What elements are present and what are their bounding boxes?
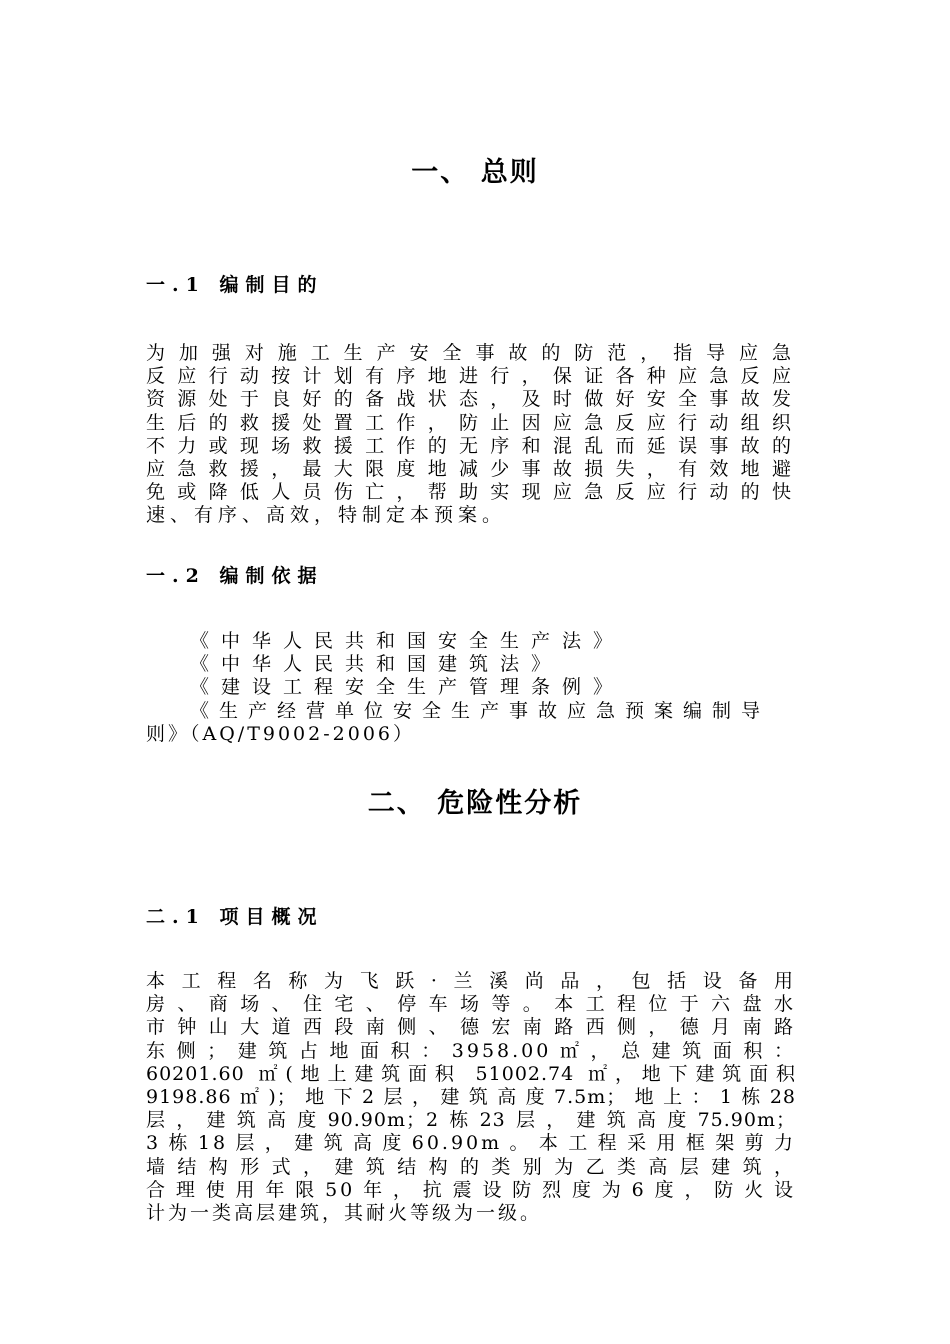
paragraph-line: 免或降低人员伤亡，帮助实现应急反应行动的快 — [146, 481, 796, 504]
reference-item: 《建设工程安全生产管理条例》 — [190, 676, 625, 698]
paragraph-line: 层，建筑高度90.90m；2栋23层，建筑高度75.90m； — [146, 1109, 796, 1132]
paragraph-line: 生后的救援处置工作，防止因应急反应行动组织 — [146, 411, 796, 434]
subsection-1-1-heading: 一.1 编制目的 — [146, 274, 324, 296]
paragraph-line: 9198.86㎡)；地下2层，建筑高度7.5m；地上：1栋28 — [146, 1086, 796, 1109]
paragraph-line: 本工程名称为飞跃·兰溪尚品，包括设备用 — [146, 970, 796, 992]
section-1-title: 一、 总则 — [411, 157, 539, 188]
paragraph-line: 计为一类高层建筑，其耐火等级为一级。 — [146, 1202, 543, 1225]
reference-item: 《中华人民共和国建筑法》 — [190, 653, 563, 675]
paragraph-line: 市钟山大道西段南侧、德宏南路西侧，德月南路 — [146, 1016, 796, 1039]
paragraph-line: 60201.60 ㎡(地上建筑面积 51002.74 ㎡，地下建筑面积 — [146, 1062, 796, 1085]
reference-item: 《中华人民共和国安全生产法》 — [190, 630, 625, 652]
paragraph-line: 墙结构形式，建筑结构的类别为乙类高层建筑， — [146, 1155, 796, 1178]
paragraph-line: 反应行动按计划有序地进行，保证各种应急反应 — [146, 365, 796, 388]
paragraph-line: 为加强对施工生产安全事故的防范，指导应急 — [146, 342, 796, 364]
subsection-2-1-heading: 二.1 项目概况 — [146, 906, 324, 928]
reference-item: 《生产经营单位安全生产事故应急预案编制导 — [190, 700, 771, 722]
reference-item-continuation: 则》（AQ/T9002-2006） — [146, 723, 415, 745]
paragraph-line: 东侧；建筑占地面积：3958.00㎡，总建筑面积： — [146, 1039, 796, 1062]
paragraph-line: 应急救援，最大限度地减少事故损失，有效地避 — [146, 458, 796, 481]
paragraph-line: 3栋18层，建筑高度60.90m。本工程采用框架剪力 — [146, 1132, 796, 1155]
paragraph-line: 资源处于良好的备战状态，及时做好安全事故发 — [146, 388, 796, 411]
purpose-paragraph — [146, 342, 796, 528]
paragraph-line: 速、有序、高效，特制定本预案。 — [146, 504, 507, 527]
paragraph-line: 合理使用年限50年，抗震设防烈度为6度，防火设 — [146, 1178, 796, 1201]
subsection-1-2-heading: 一.2 编制依据 — [146, 565, 324, 587]
paragraph-line: 房、商场、住宅、停车场等。本工程位于六盘水 — [146, 993, 796, 1016]
project-overview-paragraph — [146, 970, 796, 1225]
section-2-title: 二、 危险性分析 — [367, 788, 583, 819]
paragraph-line: 不力或现场救援工作的无序和混乱而延误事故的 — [146, 434, 796, 457]
